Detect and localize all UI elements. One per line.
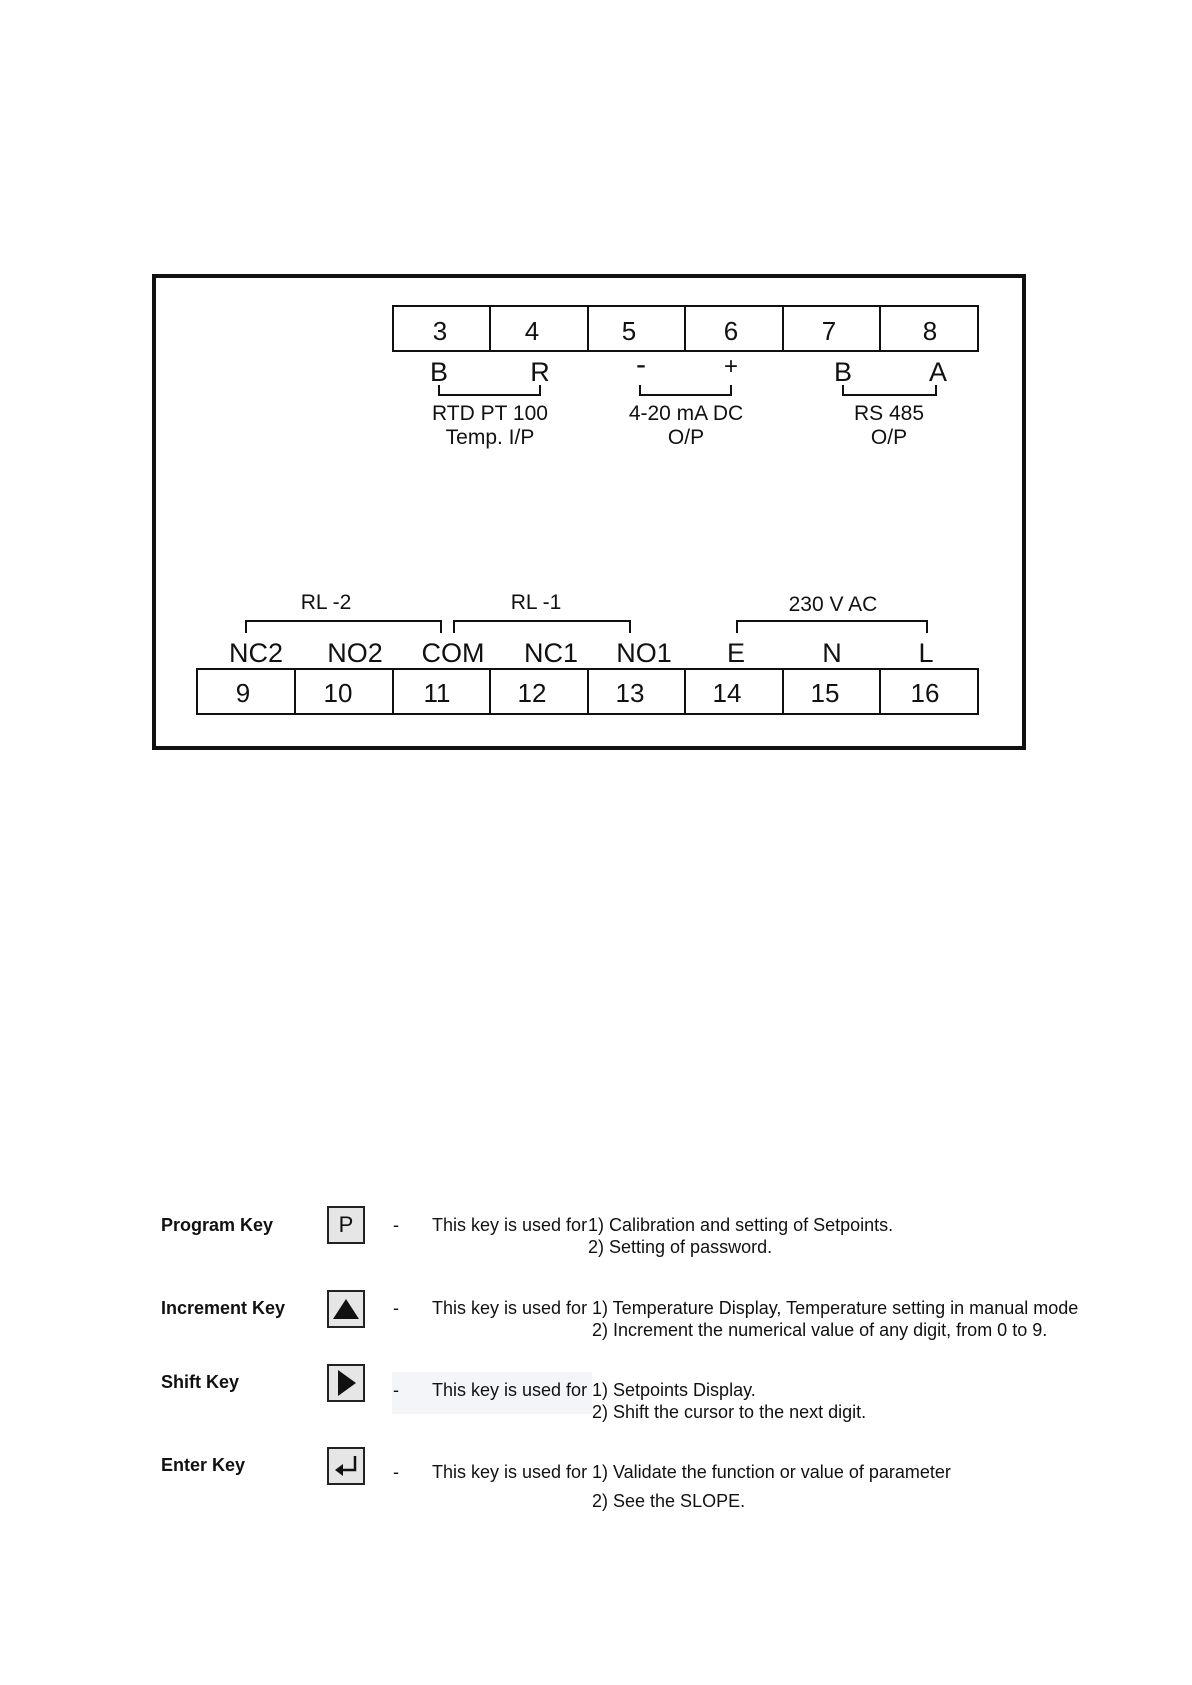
terminal-signal: NC2 [228, 638, 284, 668]
key-name: Increment Key [161, 1298, 286, 1318]
dash: - [393, 1298, 399, 1318]
key-name: Shift Key [161, 1372, 240, 1392]
terminal-signal: A [928, 357, 948, 387]
terminal-signal: L [918, 638, 934, 668]
used-for-label: This key is used for [432, 1380, 588, 1400]
group-label: Temp. I/P [445, 426, 535, 449]
terminal-number: 13 [615, 678, 645, 708]
terminal-number: 16 [910, 678, 940, 708]
terminal-signal: - [636, 348, 646, 381]
dash: - [393, 1462, 399, 1482]
up-triangle-icon [327, 1290, 365, 1328]
terminal-number: 3 [432, 316, 448, 346]
key-item: 2) Setting of password. [588, 1237, 773, 1257]
terminal-number: 8 [922, 316, 938, 346]
terminal-signal: COM [421, 638, 485, 668]
key-item: 2) Increment the numerical value of any digit, from 0 to 9. [592, 1320, 1048, 1340]
dash: - [393, 1215, 399, 1235]
key-name: Enter Key [161, 1455, 246, 1475]
key-symbol: P [338, 1212, 354, 1237]
key-item: 1) Calibration and setting of Setpoints. [588, 1215, 894, 1235]
terminal-signal: + [723, 353, 739, 380]
terminal-number: 12 [517, 678, 547, 708]
terminal-number: 14 [712, 678, 742, 708]
terminal-signal: NC1 [523, 638, 579, 668]
group-label: RL -1 [510, 591, 562, 614]
group-label: RTD PT 100 [432, 402, 548, 425]
right-triangle-icon [327, 1364, 365, 1402]
group-label: RL -2 [300, 591, 352, 614]
terminal-signal: B [833, 357, 853, 387]
key-item: 1) Setpoints Display. [592, 1380, 756, 1400]
terminal-number: 4 [524, 316, 540, 346]
terminal-signal: NO2 [327, 638, 383, 668]
terminal-number: 11 [423, 678, 451, 708]
group-label: O/P [667, 426, 705, 449]
terminal-number: 5 [621, 316, 637, 346]
key-item: 2) See the SLOPE. [592, 1491, 746, 1511]
terminal-number: 15 [810, 678, 840, 708]
terminal-signal: NO1 [616, 638, 672, 668]
group-label: 230 V AC [788, 593, 878, 616]
key-item: 1) Temperature Display, Temperature setting in manual mode [592, 1298, 1079, 1318]
terminal-number: 6 [723, 316, 739, 346]
terminal-signal: E [726, 638, 746, 668]
terminal-number: 10 [323, 678, 353, 708]
key-item: 2) Shift the cursor to the next digit. [592, 1402, 867, 1422]
group-label: O/P [870, 426, 908, 449]
terminal-signal: R [530, 357, 550, 387]
terminal-signal: B [429, 357, 449, 387]
program-key-icon [327, 1206, 365, 1244]
key-item: 1) Validate the function or value of parameter [592, 1462, 951, 1482]
group-label: RS 485 [853, 402, 925, 425]
key-name: Program Key [161, 1215, 274, 1235]
terminal-signal: N [822, 638, 842, 668]
terminal-number: 9 [235, 678, 251, 708]
used-for-label: This key is used for [432, 1298, 588, 1318]
enter-arrow-icon [327, 1447, 365, 1485]
dash: - [393, 1380, 399, 1400]
terminal-number: 7 [821, 316, 837, 346]
used-for-label: This key is used for [432, 1215, 588, 1235]
group-label: 4-20 mA DC [628, 402, 744, 425]
used-for-label: This key is used for [432, 1462, 588, 1482]
